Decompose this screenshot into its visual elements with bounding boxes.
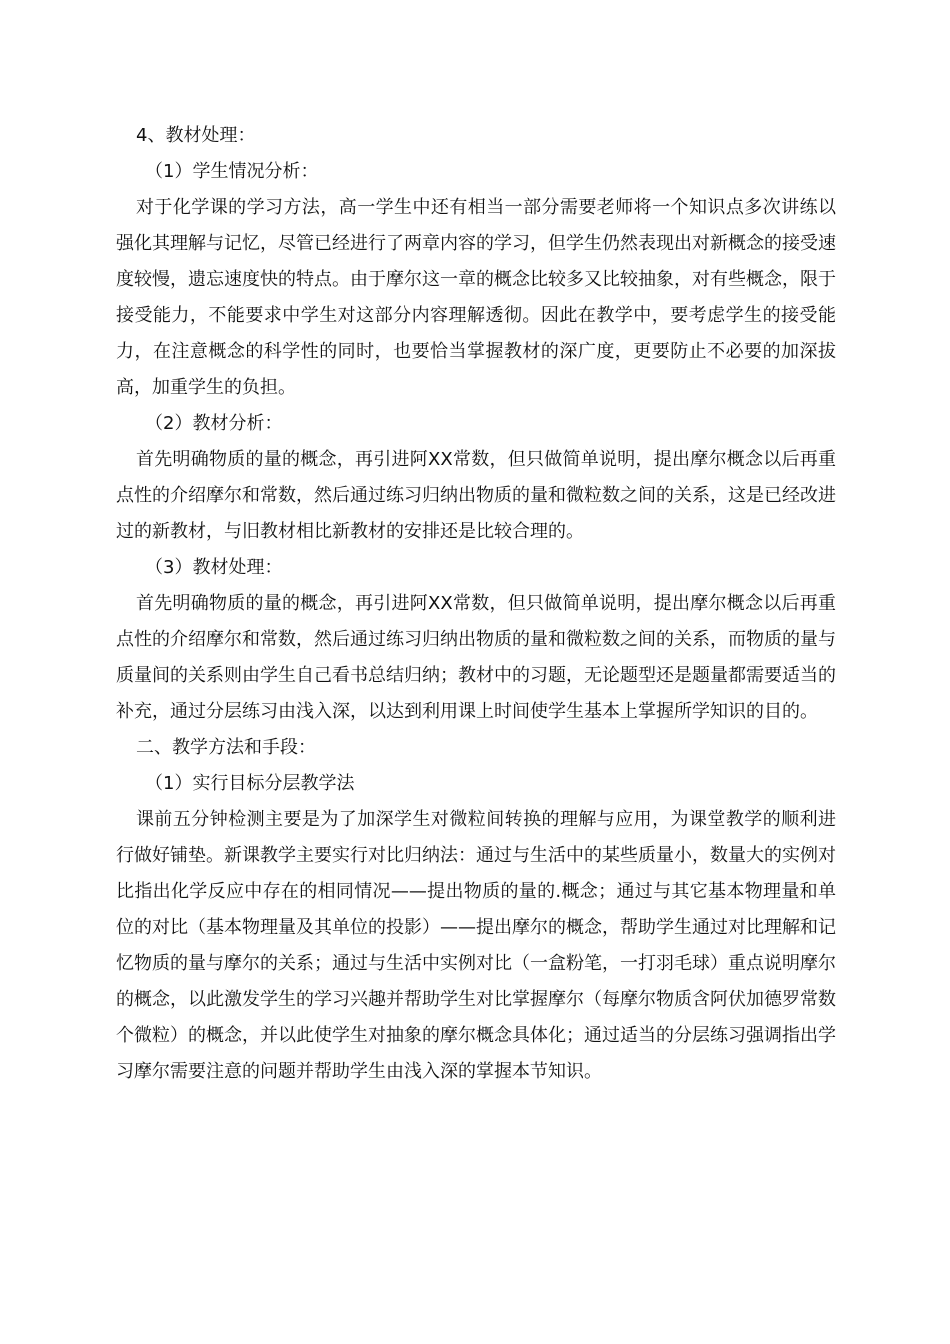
- section-4-heading: 4、教材处理：: [136, 125, 256, 146]
- textbook-handling-paragraph: 首先明确物质的量的概念，再引进阿XX常数，但只做简单说明，提出摩尔概念以后再重点性的介绍摩尔和常数，然后通过练习归纳出物质的量和微粒数之间的关系，而物质的量与质量间的关系则由学生自己看书总结归纳；教材中的习题，无论题型还是题量都需要适当的补充，通过分层练习由浅入深，以达到利用课上时间使学生基本上掌握所学知识的目的。: [116, 593, 836, 722]
- student-analysis-paragraph: 对于化学课的学习方法，高一学生中还有相当一部分需要老师将一个知识点多次讲练以强化其理解与记忆，尽管已经进行了两章内容的学习，但学生仍然表现出对新概念的接受速度较慢，遗忘速度快的特点。由于摩尔这一章的概念比较多又比较抽象，对有些概念，限于接受能力，不能要求中学生对这部分内容理解透彻。因此在教学中，要考虑学生的接受能力，在注意概念的科学性的同时，也要恰当掌握教材的深广度，更要防止不必要的加深拔高，加重学生的负担。: [116, 197, 836, 398]
- layered-teaching-paragraph: 课前五分钟检测主要是为了加深学生对微粒间转换的理解与应用，为课堂教学的顺利进行做好铺垫。新课教学主要实行对比归纳法：通过与生活中的某些质量小，数量大的实例对比指出化学反应中存在的相同情况——提出物质的量的.概念；通过与其它基本物理量和单位的对比（基本物理量及其单位的投影）——提出摩尔的概念，帮助学生通过对比理解和记忆物质的量与摩尔的关系；通过与生活中实例对比（一盒粉笔，一打羽毛球）重点说明摩尔的概念，以此激发学生的学习兴趣并帮助学生对比掌握摩尔（每摩尔物质含阿伏加德罗常数个微粒）的概念，并以此使学生对抽象的摩尔概念具体化；通过适当的分层练习强调指出学习摩尔需要注意的问题并帮助学生由浅入深的掌握本节知识。: [116, 809, 836, 1082]
- layered-teaching-heading: （1）实行目标分层教学法: [145, 773, 355, 794]
- textbook-analysis-heading: （2）教材分析：: [145, 413, 283, 434]
- student-analysis-heading: （1）学生情况分析：: [145, 161, 319, 182]
- section-2-heading: 二、教学方法和手段：: [136, 737, 316, 758]
- textbook-analysis-paragraph: 首先明确物质的量的概念，再引进阿XX常数，但只做简单说明，提出摩尔概念以后再重点性的介绍摩尔和常数，然后通过练习归纳出物质的量和微粒数之间的关系，这是已经改进过的新教材，与旧教材相比新教材的安排还是比较合理的。: [116, 449, 836, 542]
- textbook-handling-heading: （3）教材处理：: [145, 557, 283, 578]
- document-body: [116, 118, 836, 1090]
